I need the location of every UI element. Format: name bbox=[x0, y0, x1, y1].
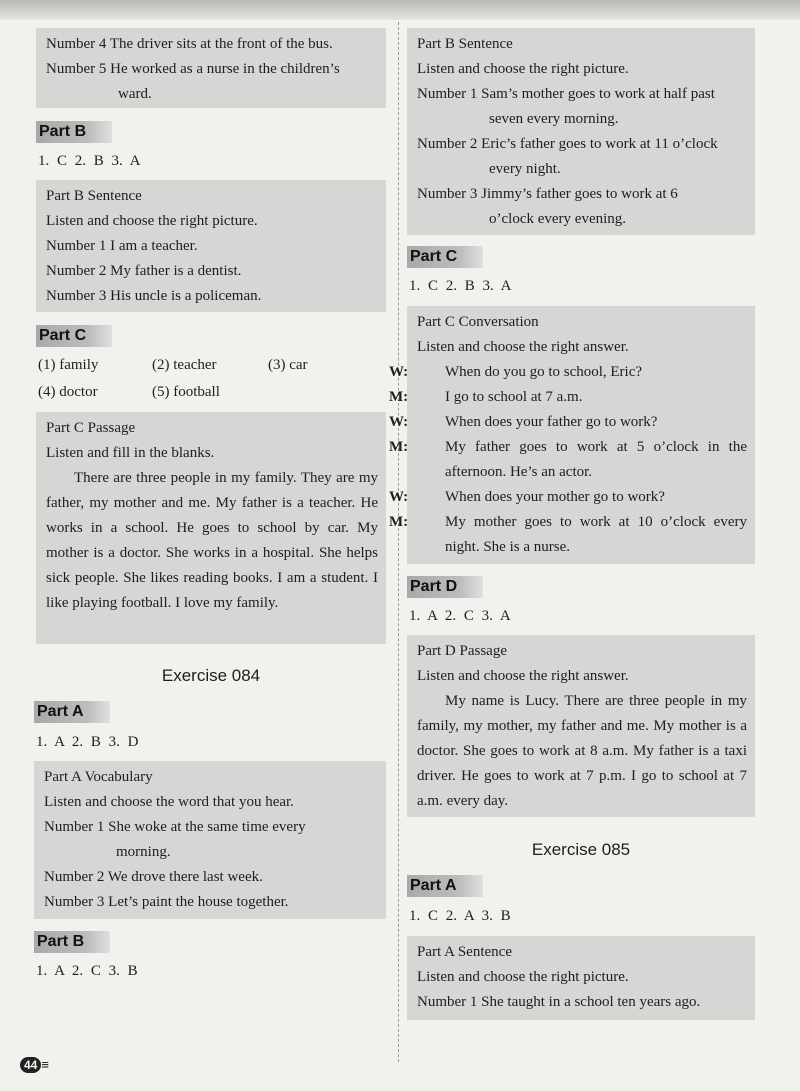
page-top-edge bbox=[0, 0, 800, 20]
part-c-answers bbox=[38, 352, 378, 408]
script-line: Number 5 He worked as a nurse in the children’s bbox=[46, 61, 340, 77]
script-box-part-b-sentence bbox=[36, 180, 386, 312]
answer-item: (4) doctor bbox=[38, 384, 98, 400]
speaker-icon: ≡ bbox=[41, 1057, 49, 1072]
exercise-title: Exercise 084 bbox=[161, 666, 261, 685]
speaker-label: M: bbox=[389, 514, 409, 530]
script-line: Listen and fill in the blanks. bbox=[46, 445, 215, 461]
answer-item: (3) car bbox=[268, 357, 308, 373]
script-line: Number 1 I am a teacher. bbox=[46, 238, 198, 254]
script-line: Part C Passage bbox=[46, 420, 136, 436]
conversation-line bbox=[389, 385, 755, 410]
script-line: Number 1 Sam’s mother goes to work at half past bbox=[417, 86, 715, 102]
script-line: Number 4 The driver sits at the front of the bus. bbox=[46, 36, 333, 52]
part-c-heading: Part C bbox=[407, 246, 483, 268]
speaker-label: M: bbox=[389, 389, 409, 405]
part-c-answers: 1. C 2. B 3. A bbox=[409, 278, 512, 294]
script-line: Number 1 She taught in a school ten years ago. bbox=[417, 994, 701, 1010]
script-line: Listen and choose the right answer. bbox=[417, 339, 629, 355]
script-line: Number 3 Let’s paint the house together. bbox=[44, 894, 289, 910]
script-line: Part B Sentence bbox=[46, 188, 142, 204]
speaker-label: W: bbox=[389, 489, 409, 505]
speaker-label: W: bbox=[389, 364, 409, 380]
script-line: Part A Sentence bbox=[417, 944, 512, 960]
part-d-answers: 1. A 2. C 3. A bbox=[409, 608, 511, 624]
part-b-answers: 1. C 2. B 3. A bbox=[38, 153, 141, 169]
conversation-line bbox=[389, 410, 755, 435]
part-a-answers: 1. A 2. B 3. D bbox=[36, 734, 139, 750]
script-line: Part C Conversation bbox=[417, 314, 539, 330]
passage-paragraph: My name is Lucy. There are three people in my family, my mother, my father and me. My mother is a doctor. She goes to work at 8 a.m. My father is a taxi driver. He goes to work at 7 p.m. I go to school at 7 a.m. every day. bbox=[417, 693, 747, 809]
part-a-heading: Part A bbox=[407, 875, 483, 897]
script-line: Number 1 She woke at the same time every bbox=[44, 819, 306, 835]
script-line: Number 3 Jimmy’s father goes to work at 6 bbox=[417, 186, 678, 202]
speaker-label: M: bbox=[389, 439, 409, 455]
script-line: Number 2 My father is a dentist. bbox=[46, 263, 242, 279]
script-line: ward. bbox=[118, 86, 152, 102]
script-line: every night. bbox=[489, 161, 561, 177]
script-line: Part D Passage bbox=[417, 643, 507, 659]
script-box-part-a-sentence bbox=[407, 936, 755, 1020]
conversation-text: When does your mother go to work? bbox=[445, 489, 665, 505]
page-number-badge bbox=[20, 1057, 49, 1073]
column-divider bbox=[398, 22, 399, 1062]
script-line: Listen and choose the right picture. bbox=[46, 213, 258, 229]
answer-item: (1) family bbox=[38, 357, 99, 373]
speaker-label: W: bbox=[389, 414, 409, 430]
script-line: Part B Sentence bbox=[417, 36, 513, 52]
script-line: seven every morning. bbox=[489, 111, 619, 127]
script-line: Number 2 We drove there last week. bbox=[44, 869, 263, 885]
conversation-line bbox=[389, 485, 755, 510]
answer-item: (5) football bbox=[152, 384, 220, 400]
script-line: Part A Vocabulary bbox=[44, 769, 153, 785]
part-b-heading: Part B bbox=[36, 121, 112, 143]
script-line: Listen and choose the right picture. bbox=[417, 61, 629, 77]
conversation-line bbox=[389, 360, 755, 385]
script-line: Number 2 Eric’s father goes to work at 11 o’clock bbox=[417, 136, 718, 152]
script-box-number4-5 bbox=[36, 28, 386, 108]
conversation-text: My mother goes to work at 10 o’clock every night. She is a nurse. bbox=[445, 514, 747, 555]
script-box-part-c-conversation bbox=[389, 306, 755, 564]
script-box-part-d-passage bbox=[407, 635, 755, 817]
passage-paragraph: There are three people in my family. They are my father, my mother and me. My father is a teacher. He works in a school. He goes to school by car. My mother is a doctor. She works in a hospital. She helps sick people. She likes reading books. I am a student. I like playing football. I love my family. bbox=[46, 470, 378, 611]
conversation-text: I go to school at 7 a.m. bbox=[445, 389, 583, 405]
script-line: Listen and choose the word that you hear. bbox=[44, 794, 294, 810]
script-box-part-a-vocabulary bbox=[34, 761, 386, 919]
script-line: morning. bbox=[116, 844, 171, 860]
part-a-heading: Part A bbox=[34, 701, 110, 723]
conversation-text: When does your father go to work? bbox=[445, 414, 658, 430]
part-a-answers: 1. C 2. A 3. B bbox=[409, 908, 511, 924]
answer-item: (2) teacher bbox=[152, 357, 217, 373]
conversation-text: My father goes to work at 5 o’clock in the afternoon. He’s an actor. bbox=[445, 439, 747, 480]
script-line: Listen and choose the right picture. bbox=[417, 969, 629, 985]
part-c-heading: Part C bbox=[36, 325, 112, 347]
conversation-text: When do you go to school, Eric? bbox=[445, 364, 643, 380]
script-line: Number 3 His uncle is a policeman. bbox=[46, 288, 262, 304]
part-d-heading: Part D bbox=[407, 576, 483, 598]
conversation-line bbox=[389, 510, 755, 560]
script-line: Listen and choose the right answer. bbox=[417, 668, 629, 684]
conversation-line bbox=[389, 435, 755, 485]
page-number: 44 bbox=[20, 1057, 41, 1073]
part-b-answers: 1. A 2. C 3. B bbox=[36, 963, 138, 979]
script-line: o’clock every evening. bbox=[489, 211, 627, 227]
part-b-heading: Part B bbox=[34, 931, 110, 953]
script-box-part-b-sentence bbox=[407, 28, 755, 235]
exercise-title: Exercise 085 bbox=[531, 840, 631, 859]
script-box-part-c-passage bbox=[36, 412, 386, 644]
